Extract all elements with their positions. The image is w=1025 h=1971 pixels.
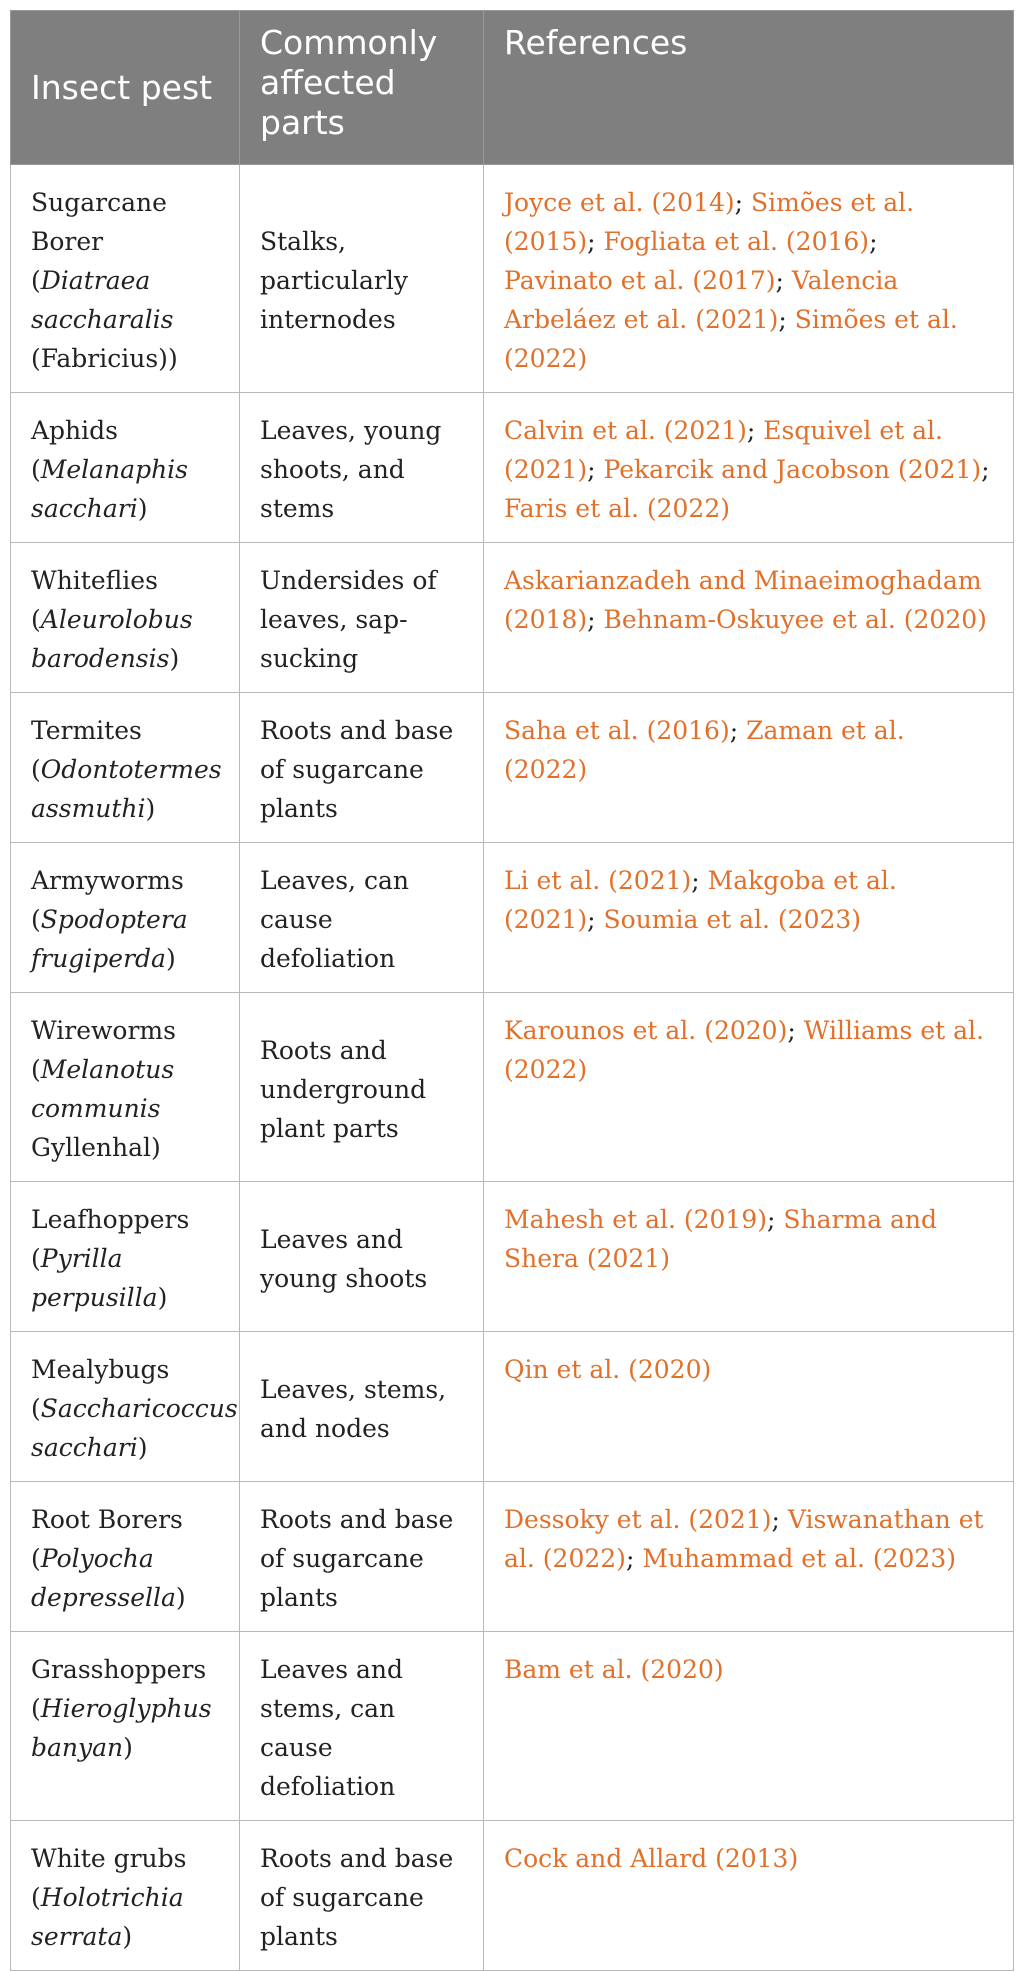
reference-link[interactable]: Behnam-Oskuyee et al. (2020) [603, 605, 987, 634]
pest-name-suffix: ) [137, 494, 148, 523]
pest-scientific-name: Melanotus communis [31, 1055, 175, 1123]
pest-name-cell [11, 543, 240, 693]
insect-pest-table [10, 10, 1014, 1971]
affected-parts-cell: Roots and base of sugarcane plants [240, 693, 484, 843]
pest-name-cell [11, 1332, 240, 1482]
reference-link[interactable]: Pekarcik and Jacobson (2021) [603, 455, 982, 484]
reference-link[interactable]: Li et al. (2021) [504, 866, 692, 895]
pest-common-name: White grubs ( [31, 1844, 187, 1912]
pest-name-suffix: ) [165, 944, 176, 973]
reference-link[interactable]: Zaman et al. (2022) [504, 716, 905, 784]
reference-link[interactable]: Dessoky et al. (2021) [504, 1505, 772, 1534]
reference-link[interactable]: Williams et al. (2022) [504, 1016, 984, 1084]
table-row [11, 1332, 1014, 1482]
reference-link[interactable]: Saha et al. (2016) [504, 716, 730, 745]
references-cell [484, 1632, 1014, 1821]
pest-name-suffix: ) [157, 1283, 168, 1312]
pest-name-suffix: Gyllenhal) [31, 1133, 161, 1162]
reference-link[interactable]: Faris et al. (2022) [504, 494, 730, 523]
pest-common-name: Leafhoppers ( [31, 1205, 190, 1273]
table-row [11, 1482, 1014, 1632]
table-row [11, 693, 1014, 843]
pest-name-suffix: ) [122, 1922, 133, 1951]
reference-separator: ; [587, 455, 604, 484]
reference-link[interactable]: Valencia Arbeláez et al. (2021) [504, 266, 899, 334]
references-cell [484, 543, 1014, 693]
table-body [11, 165, 1014, 1971]
reference-separator: ; [767, 1205, 784, 1234]
pest-scientific-name: Polyocha depressella [31, 1544, 176, 1612]
pest-common-name: Root Borers ( [31, 1505, 183, 1573]
pest-name-suffix: ) [123, 1733, 133, 1762]
reference-separator: ; [771, 1505, 788, 1534]
reference-link[interactable]: Askarianzadeh and Minaeimoghadam (2018) [504, 566, 982, 634]
table-row [11, 993, 1014, 1182]
pest-name-cell [11, 1632, 240, 1821]
reference-link[interactable]: Qin et al. (2020) [504, 1355, 712, 1384]
pest-name-suffix: ) [137, 1433, 148, 1462]
reference-separator: ; [587, 605, 604, 634]
reference-separator: ; [587, 905, 604, 934]
pest-scientific-name: Spodoptera frugiperda [31, 905, 188, 973]
references-cell [484, 693, 1014, 843]
table-row [11, 1821, 1014, 1971]
reference-separator: ; [746, 416, 764, 445]
pest-scientific-name: Hieroglyphus banyan [31, 1694, 212, 1762]
pest-name-cell [11, 393, 240, 543]
pest-name-cell [11, 165, 240, 393]
affected-parts-cell: Roots and underground plant parts [240, 993, 484, 1182]
reference-separator: ; [869, 227, 878, 256]
reference-link[interactable]: Bam et al. (2020) [504, 1655, 724, 1684]
reference-separator: ; [729, 716, 747, 745]
reference-link[interactable]: Simões et al. (2015) [504, 188, 915, 256]
reference-link[interactable]: Cock and Allard (2013) [504, 1844, 799, 1873]
pest-scientific-name: Melanaphis sacchari [31, 455, 188, 523]
affected-parts-cell: Leaves and stems, can cause defoliation [240, 1632, 484, 1821]
pest-common-name: Sugarcane Borer ( [31, 188, 167, 295]
affected-parts-cell: Stalks, particularly internodes [240, 165, 484, 393]
header-insect-pest: Insect pest [11, 11, 240, 165]
pest-scientific-name: Holotrichia serrata [31, 1883, 184, 1951]
references-cell [484, 1332, 1014, 1482]
references-cell [484, 1821, 1014, 1971]
table-row [11, 543, 1014, 693]
references-cell [484, 393, 1014, 543]
pest-name-cell [11, 1182, 240, 1332]
reference-separator: ; [787, 1016, 804, 1045]
references-cell [484, 843, 1014, 993]
table-header-row [11, 11, 1014, 165]
pest-name-suffix: (Fabricius)) [31, 344, 178, 373]
references-cell [484, 165, 1014, 393]
affected-parts-cell: Roots and base of sugarcane plants [240, 1482, 484, 1632]
reference-separator: ; [691, 866, 708, 895]
reference-link[interactable]: Simões et al. (2022) [504, 305, 958, 373]
header-references: References [484, 11, 1014, 165]
pest-common-name: Wireworms ( [31, 1016, 176, 1084]
reference-link[interactable]: Viswanathan et al. (2022) [504, 1505, 984, 1573]
pest-name-cell [11, 843, 240, 993]
pest-common-name: Termites ( [31, 716, 142, 784]
affected-parts-cell: Roots and base of sugarcane plants [240, 1821, 484, 1971]
affected-parts-cell: Leaves and young shoots [240, 1182, 484, 1332]
pest-common-name: Whiteflies ( [31, 566, 158, 634]
pest-name-suffix: ) [175, 1583, 186, 1612]
pest-name-cell [11, 693, 240, 843]
pest-name-cell [11, 1821, 240, 1971]
reference-link[interactable]: Soumia et al. (2023) [603, 905, 862, 934]
table-row [11, 843, 1014, 993]
affected-parts-cell: Leaves, can cause defoliation [240, 843, 484, 993]
pest-name-suffix: ) [169, 644, 180, 673]
pest-scientific-name: Pyrilla perpusilla [31, 1244, 158, 1312]
pest-common-name: Aphids ( [31, 416, 118, 484]
reference-link[interactable]: Karounos et al. (2020) [504, 1016, 788, 1045]
reference-link[interactable]: Joyce et al. (2014) [504, 188, 735, 217]
table-row [11, 165, 1014, 393]
header-affected-parts: Commonly affected parts [240, 11, 484, 165]
reference-link[interactable]: Makgoba et al. (2021) [504, 866, 897, 934]
references-cell [484, 1482, 1014, 1632]
affected-parts-cell: Leaves, young shoots, and stems [240, 393, 484, 543]
affected-parts-cell: Undersides of leaves, sap-sucking [240, 543, 484, 693]
pest-scientific-name: Saccharicoccus sacchari [31, 1394, 238, 1462]
pest-scientific-name: Diatraea saccharalis [31, 266, 174, 334]
reference-link[interactable]: Muhammad et al. (2023) [642, 1544, 956, 1573]
table-row [11, 393, 1014, 543]
reference-separator: ; [778, 305, 795, 334]
reference-separator: ; [775, 266, 792, 295]
reference-separator: ; [981, 455, 990, 484]
table-row [11, 1632, 1014, 1821]
reference-link[interactable]: Fogliata et al. (2016) [603, 227, 870, 256]
reference-separator: ; [625, 1544, 643, 1573]
reference-link[interactable]: Calvin et al. (2021) [504, 416, 747, 445]
pest-name-cell [11, 1482, 240, 1632]
pest-common-name: Grasshoppers ( [31, 1655, 207, 1723]
reference-link[interactable]: Esquivel et al. (2021) [504, 416, 943, 484]
reference-link[interactable]: Mahesh et al. (2019) [504, 1205, 767, 1234]
pest-name-cell [11, 993, 240, 1182]
pest-name-suffix: ) [145, 794, 156, 823]
pest-common-name: Armyworms ( [31, 866, 184, 934]
references-cell [484, 1182, 1014, 1332]
table-row [11, 1182, 1014, 1332]
references-cell [484, 993, 1014, 1182]
pest-scientific-name: Aleurolobus barodensis [31, 605, 193, 673]
reference-link[interactable]: Pavinato et al. (2017) [504, 266, 776, 295]
reference-separator: ; [587, 227, 604, 256]
pest-common-name: Mealybugs ( [31, 1355, 170, 1423]
reference-link[interactable]: Sharma and Shera (2021) [504, 1205, 938, 1273]
reference-separator: ; [734, 188, 752, 217]
pest-scientific-name: Odontotermes assmuthi [31, 755, 222, 823]
affected-parts-cell: Leaves, stems, and nodes [240, 1332, 484, 1482]
